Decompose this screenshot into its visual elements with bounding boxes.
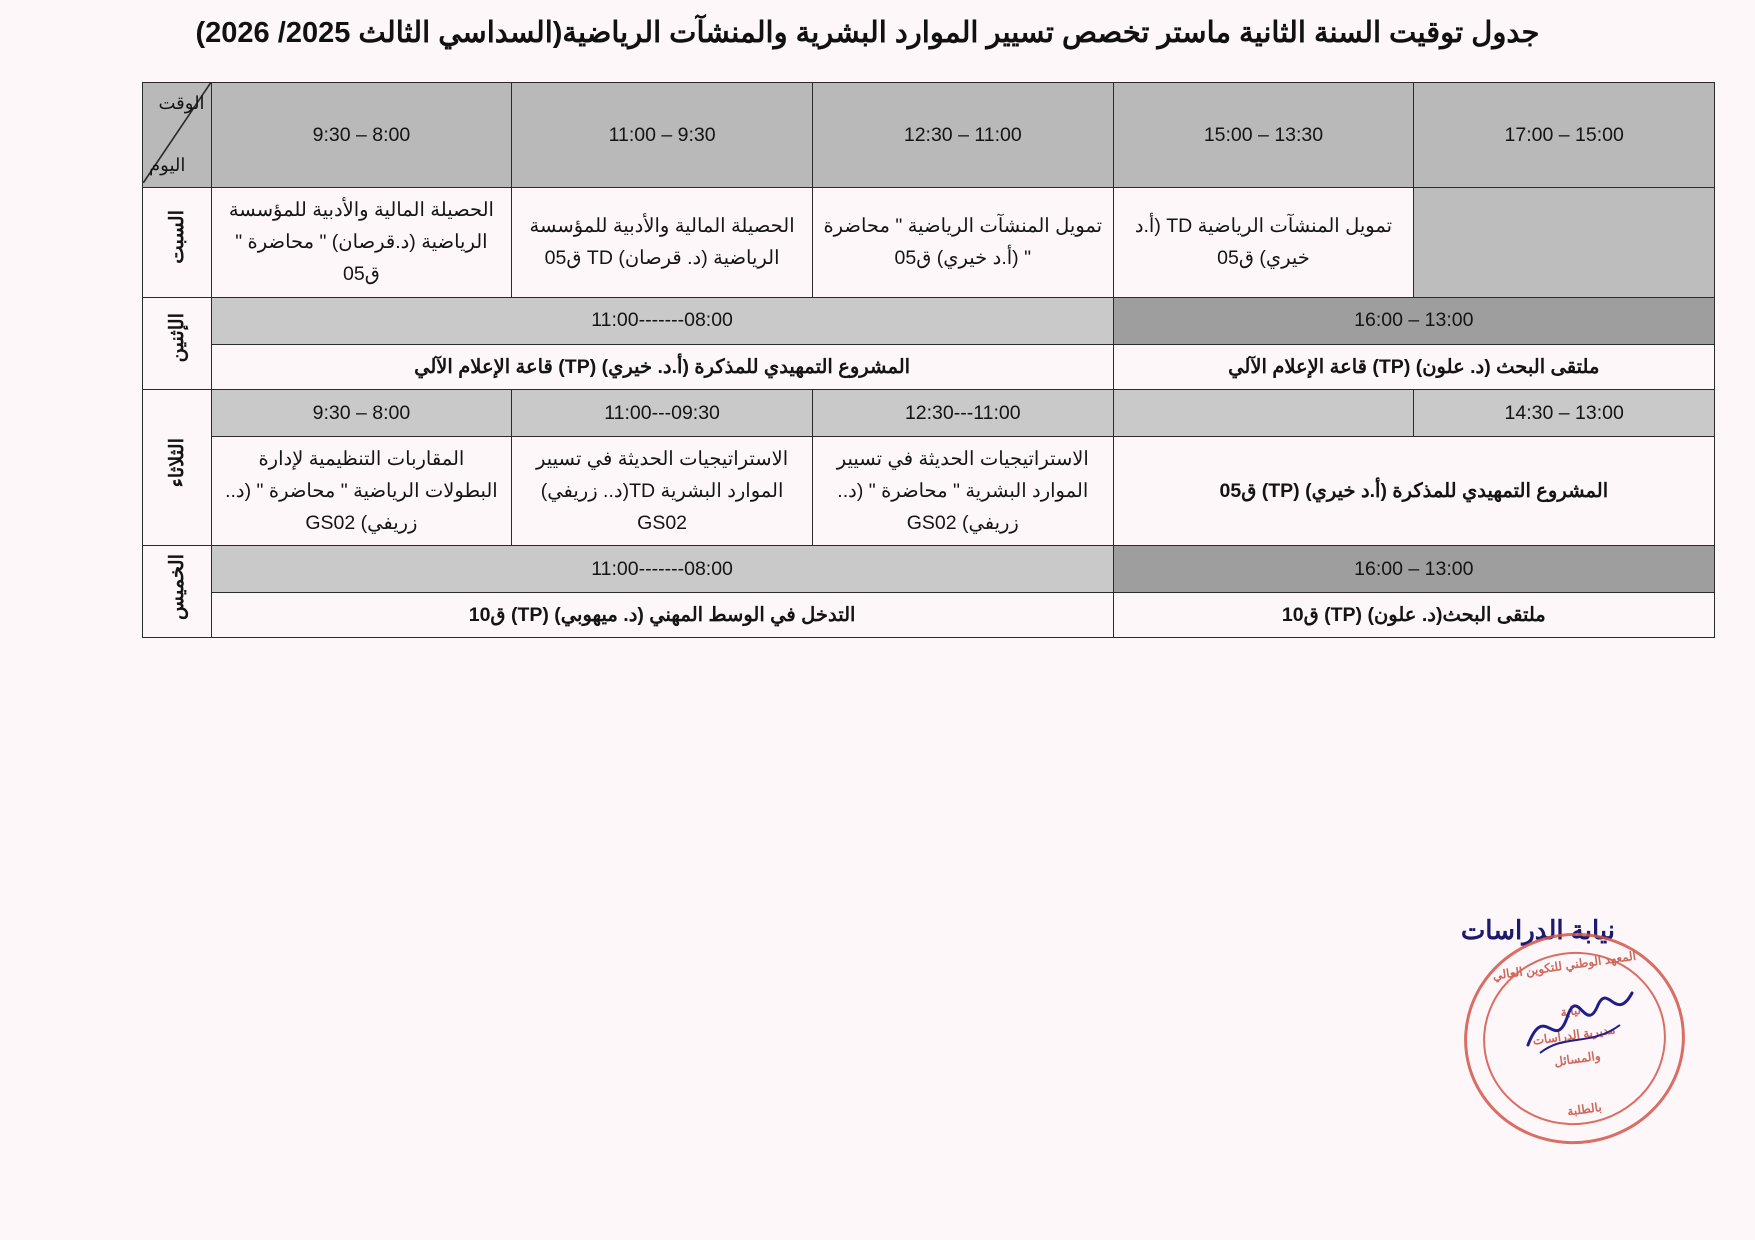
stamp-line-4: والمسائل [1553, 1048, 1602, 1069]
cell-monday-left: المشروع التمهيدي للمذكرة (أ.د. خيري) (TP) قاعة الإعلام الآلي [211, 344, 1113, 389]
cell-tuesday-3: الاستراتيجيات الحديثة في تسيير الموارد البشرية " محاضرة " (د.. زريفي) GS02 [812, 436, 1113, 546]
corner-time-label: الوقت [158, 93, 205, 113]
cell-saturday-5 [1414, 188, 1715, 298]
stamp-line-5: بالطلبة [1566, 1099, 1603, 1119]
table-row [143, 188, 1715, 298]
cell-tuesday-1: المقاربات التنظيمية لإدارة البطولات الرياضية " محاضرة " (د.. زريفي) GS02 [211, 436, 512, 546]
day-text: الثلاثاء [165, 437, 188, 488]
stamp-line-3: مديرية الدراسات [1531, 1022, 1617, 1048]
cell-saturday-1: الحصيلة المالية والأدبية للمؤسسة الرياضية (د.قرصان) " محاضرة " ق05 [211, 188, 512, 298]
time-header-5: 15:00 – 17:00 [1414, 83, 1715, 188]
day-label-saturday [143, 188, 212, 298]
band-thursday-right: 13:00 – 16:00 [1113, 546, 1714, 593]
day-text: السبت [165, 210, 188, 265]
time-header-3: 11:00 – 12:30 [812, 83, 1113, 188]
stamp-line-2: نيابة [1559, 1002, 1582, 1020]
corner-header [143, 83, 212, 188]
subheader-tuesday-4: 13:00 – 14:30 [1414, 389, 1715, 436]
cell-saturday-4: تمويل المنشآت الرياضية TD (أ.د خيري) ق05 [1113, 188, 1414, 298]
cell-tuesday-4: المشروع التمهيدي للمذكرة (أ.د خيري) (TP) ق05 [1113, 436, 1714, 546]
timetable [142, 82, 1715, 638]
subheader-tuesday-1: 8:00 – 9:30 [211, 389, 512, 436]
table-band-row [143, 389, 1715, 436]
day-text: الإثنين [165, 313, 188, 363]
cell-saturday-2: الحصيلة المالية والأدبية للمؤسسة الرياضية (د. قرصان) TD ق05 [512, 188, 813, 298]
handwritten-signature-icon [1520, 975, 1640, 1065]
band-monday-right: 13:00 – 16:00 [1113, 297, 1714, 344]
time-header-1: 8:00 – 9:30 [211, 83, 512, 188]
table-row [143, 593, 1715, 638]
corner-day-label: اليوم [149, 155, 186, 176]
subheader-tuesday-blank [1113, 389, 1414, 436]
subheader-tuesday-3: 11:00---12:30 [812, 389, 1113, 436]
page-title: جدول توقيت السنة الثانية ماستر تخصص تسيير الموارد البشرية والمنشآت الرياضية(السداسي الثالث 2025/ 2026) [195, 17, 1540, 49]
day-label-tuesday [143, 389, 212, 546]
cell-thursday-right: ملتقى البحث(د. علون) (TP) ق10 [1113, 593, 1714, 638]
stamp-line-1: المعهد الوطني للتكوين العالي [1491, 948, 1637, 983]
cell-saturday-3: تمويل المنشآت الرياضية " محاضرة " (أ.د خيري) ق05 [812, 188, 1113, 298]
cell-thursday-left: التدخل في الوسط المهني (د. ميهوبي) (TP) ق10 [211, 593, 1113, 638]
time-header-2: 9:30 – 11:00 [512, 83, 813, 188]
day-text: الخميس [165, 553, 188, 620]
cell-tuesday-2: الاستراتيجيات الحديثة في تسيير الموارد البشرية TD(د.. زريفي) GS02 [512, 436, 813, 546]
table-row [143, 436, 1715, 546]
time-header-4: 13:30 – 15:00 [1113, 83, 1414, 188]
table-header-row [143, 83, 1715, 188]
table-band-row [143, 297, 1715, 344]
subheader-tuesday-2: 09:30---11:00 [512, 389, 813, 436]
band-monday-left: 08:00-------11:00 [211, 297, 1113, 344]
band-thursday-left: 08:00-------11:00 [211, 546, 1113, 593]
signature-label: نيابة الدراسات [1460, 915, 1615, 945]
table-band-row [143, 546, 1715, 593]
day-label-monday [143, 297, 212, 389]
day-label-thursday [143, 546, 212, 638]
table-row [143, 344, 1715, 389]
signature-block [1400, 905, 1700, 1155]
cell-monday-right: ملتقى البحث (د. علون) (TP) قاعة الإعلام الآلي [1113, 344, 1714, 389]
